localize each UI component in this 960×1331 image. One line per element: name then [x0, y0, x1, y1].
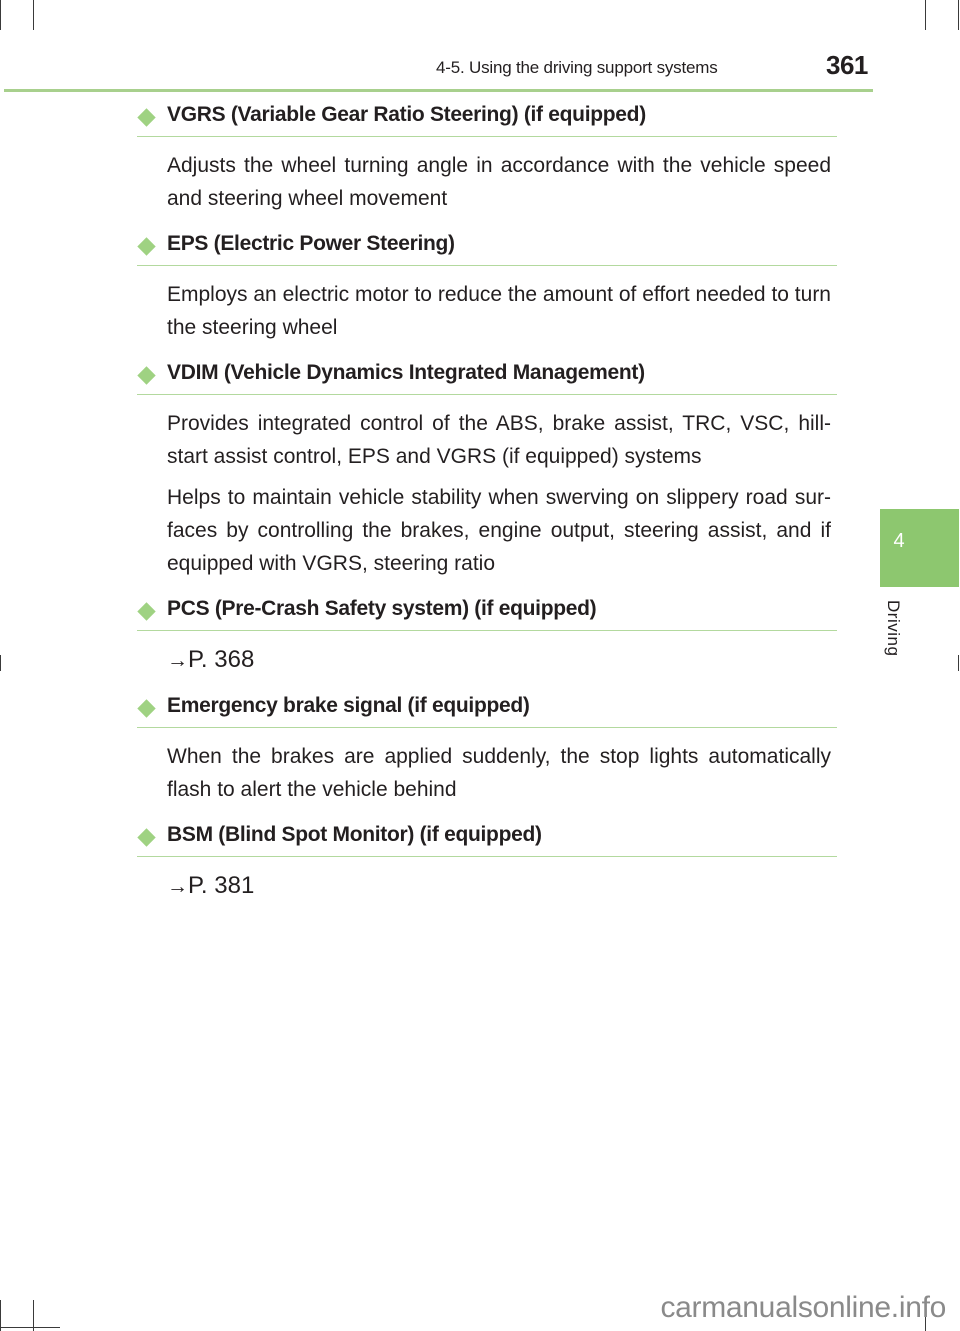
watermark: carmanualsonline.info — [660, 1291, 946, 1324]
section-title: Emergency brake signal (if equipped) — [167, 694, 530, 717]
section-paragraph: Provides integrated control of the ABS, brake assist, TRC, VSC, hill-start assist control, EPS and VGRS (if equipped) systems — [167, 412, 831, 468]
section-paragraph: Employs an electric motor to reduce the amount of effort needed to turn the steering wheel — [167, 283, 831, 339]
section-heading — [137, 358, 837, 395]
chapter-number: 4 — [893, 530, 905, 552]
arrow-right-icon: → — [167, 875, 188, 898]
page-content — [137, 100, 837, 903]
diamond-bullet-icon — [137, 828, 155, 846]
diamond-bullet-icon — [137, 237, 155, 255]
section-title: EPS (Electric Power Steering) — [167, 232, 455, 255]
page-reference[interactable] — [167, 643, 837, 677]
diamond-bullet-icon — [137, 108, 155, 126]
page-reference-text: P. 381 — [188, 872, 255, 899]
chapter-label: Driving — [884, 600, 903, 657]
section-paragraph: Helps to maintain vehicle stability when swerving on slippery road sur-faces by controlling the brakes, engine output, steering assist, and if equipped with VGRS, steering ratio — [167, 486, 831, 575]
diamond-bullet-icon — [137, 699, 155, 717]
section-heading — [137, 594, 837, 631]
diamond-bullet-icon — [137, 366, 155, 384]
crop-mark — [958, 655, 959, 671]
section-heading — [137, 229, 837, 266]
section-title: BSM (Blind Spot Monitor) (if equipped) — [167, 823, 542, 846]
page-header — [0, 0, 960, 92]
page-reference[interactable] — [167, 869, 837, 903]
page-reference-text: P. 368 — [188, 646, 255, 673]
header-divider — [4, 89, 873, 92]
section-heading — [137, 820, 837, 857]
section-paragraph: Adjusts the wheel turning angle in accordance with the vehicle speed and steering wheel movement — [167, 154, 831, 210]
section-title: VDIM (Vehicle Dynamics Integrated Management) — [167, 361, 645, 384]
section-paragraph: When the brakes are applied suddenly, the stop lights automatically flash to alert the vehicle behind — [167, 745, 831, 801]
section-heading — [137, 100, 837, 137]
header-section-title: 4-5. Using the driving support systems — [436, 58, 718, 77]
section-title: PCS (Pre-Crash Safety system) (if equipped) — [167, 597, 597, 620]
section-heading — [137, 691, 837, 728]
chapter-tab — [880, 509, 959, 587]
crop-mark — [0, 1327, 60, 1328]
section-title: VGRS (Variable Gear Ratio Steering) (if equipped) — [167, 103, 646, 126]
page-number: 361 — [826, 50, 868, 80]
crop-mark — [0, 655, 1, 671]
diamond-bullet-icon — [137, 602, 155, 620]
arrow-right-icon: → — [167, 649, 188, 672]
